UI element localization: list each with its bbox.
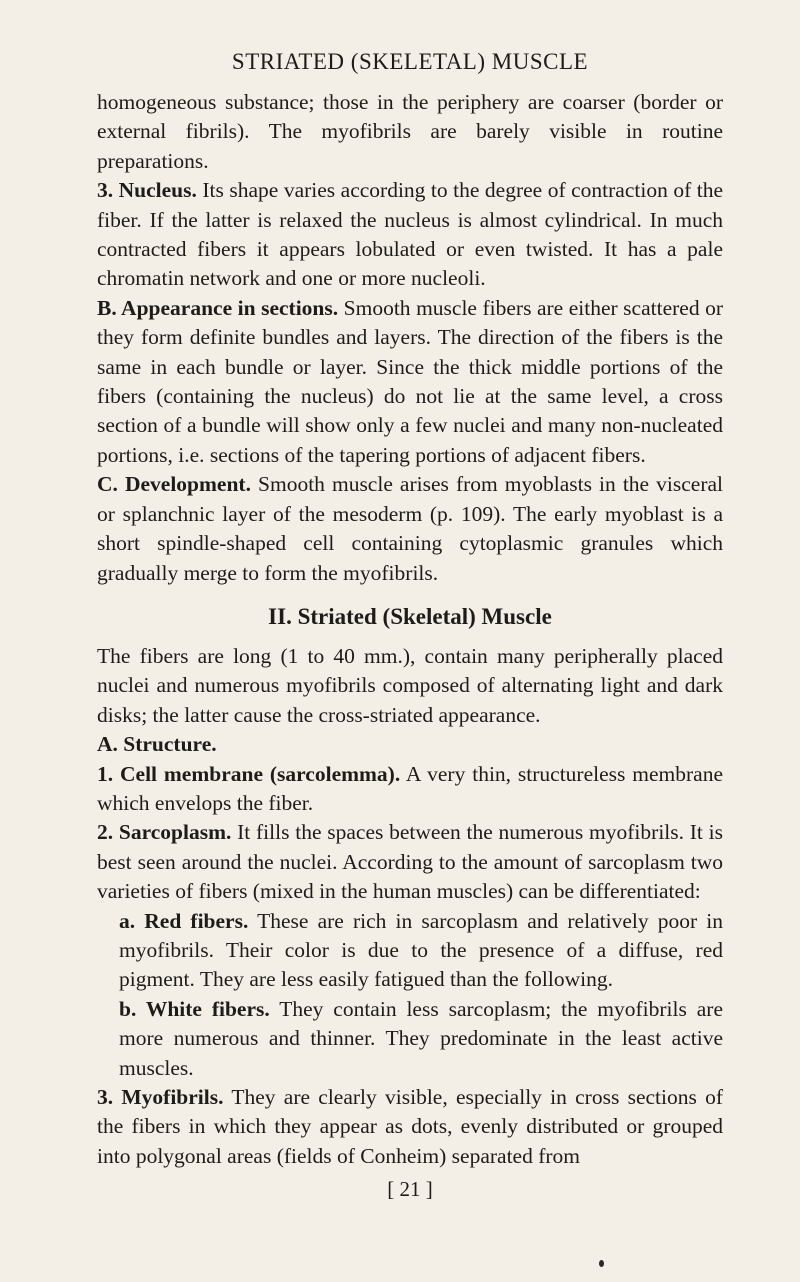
paragraph-text: A very thin, structureless membrane which envelops the fiber.: [97, 761, 723, 815]
paragraph-cell-membrane: [97, 760, 723, 819]
subheading-cell-membrane: 1. Cell membrane (sarcolemma).: [97, 761, 401, 786]
paragraph-text: They contain less sarcoplasm; the myofibrils are more numerous and thinner. They predominate in the least active muscles.: [119, 996, 723, 1080]
subheading-red-fibers: a. Red fibers.: [119, 908, 249, 933]
paragraph-myofibrils: [97, 1083, 723, 1171]
paragraph-text: Its shape varies according to the degree of contraction of the fiber. If the latter is relaxed the nucleus is almost cylindrical. In much contracted fibers it appears lobulated or even twisted. It has a pale chromatin network and one or more nucleoli.: [97, 178, 723, 291]
subheading-myofibrils: 3. Myofibrils.: [97, 1085, 224, 1109]
paragraph-development: [97, 470, 723, 588]
subheading-nucleus: 3. Nucleus.: [97, 178, 197, 203]
paragraph-red-fibers: [97, 907, 723, 995]
paragraph-intro: [97, 642, 723, 730]
paragraph-text: They are clearly visible, especially in cross sections of the fibers in which they appear as dots, evenly distributed or grouped into polygonal areas (fields of Conheim) separated from: [97, 1085, 724, 1168]
paragraph-sarcoplasm: [97, 818, 723, 906]
subheading-appearance: B. Appearance in sections.: [97, 295, 339, 320]
paragraph-text: It fills the spaces between the numerous myofibrils. It is best seen around the nuclei. According to the amount of sarcoplasm two varieties of fibers (mixed in the human muscles) can be differentiated:: [97, 820, 723, 904]
paragraph-text: Smooth muscle arises from myoblasts in the visceral or splanchnic layer of the mesoderm (p. 109). The early myoblast is a short spindle-shaped cell containing cytoplasmic granules which gradually merge to form the myofibrils.: [97, 472, 723, 585]
running-head: STRIATED (SKELETAL) MUSCLE: [231, 49, 589, 74]
paragraph-text: These are rich in sarcoplasm and relatively poor in myofibrils. Their color is due to the presence of a diffuse, red pigment. They are less easily fatigued than the following.: [119, 908, 723, 992]
subheading-structure: A. Structure.: [97, 732, 217, 757]
paragraph-white-fibers: [97, 995, 723, 1083]
paragraph-nucleus: [97, 176, 723, 294]
paragraph-structure: [97, 730, 723, 759]
paragraph-text: homogeneous substance; those in the periphery are coarser (border or external fibrils). The myofibrils are barely visible in routine preparations.: [97, 90, 723, 173]
paragraph-appearance: [97, 294, 723, 470]
section-title: II. Striated (Skeletal) Muscle: [268, 603, 552, 629]
subheading-white-fibers: b. White fibers.: [119, 996, 270, 1021]
page-number: [ 21 ]: [387, 1177, 433, 1202]
paragraph-text: Smooth muscle fibers are either scattered or they form definite bundles and layers. The direction of the fibers is the same in each bundle or layer. Since the thick middle portions of the fibers (containing the nucleus) do not lie at the same level, a cross section of a bundle will show only a few nuclei and many non-nucleated portions, i.e. sections of the tapering portions of adjacent fibers.: [97, 295, 723, 467]
book-page: [97, 46, 723, 1203]
subheading-sarcoplasm: 2. Sarcoplasm.: [97, 820, 232, 845]
ink-speck: [599, 1260, 604, 1267]
paragraph-continuation: [97, 88, 723, 176]
paragraph-text: The fibers are long (1 to 40 mm.), contain many peripherally placed nuclei and numerous myofibrils composed of alternating light and dark disks; the latter cause the cross-striated appearance.: [97, 643, 723, 727]
subheading-development: C. Development.: [97, 472, 251, 497]
